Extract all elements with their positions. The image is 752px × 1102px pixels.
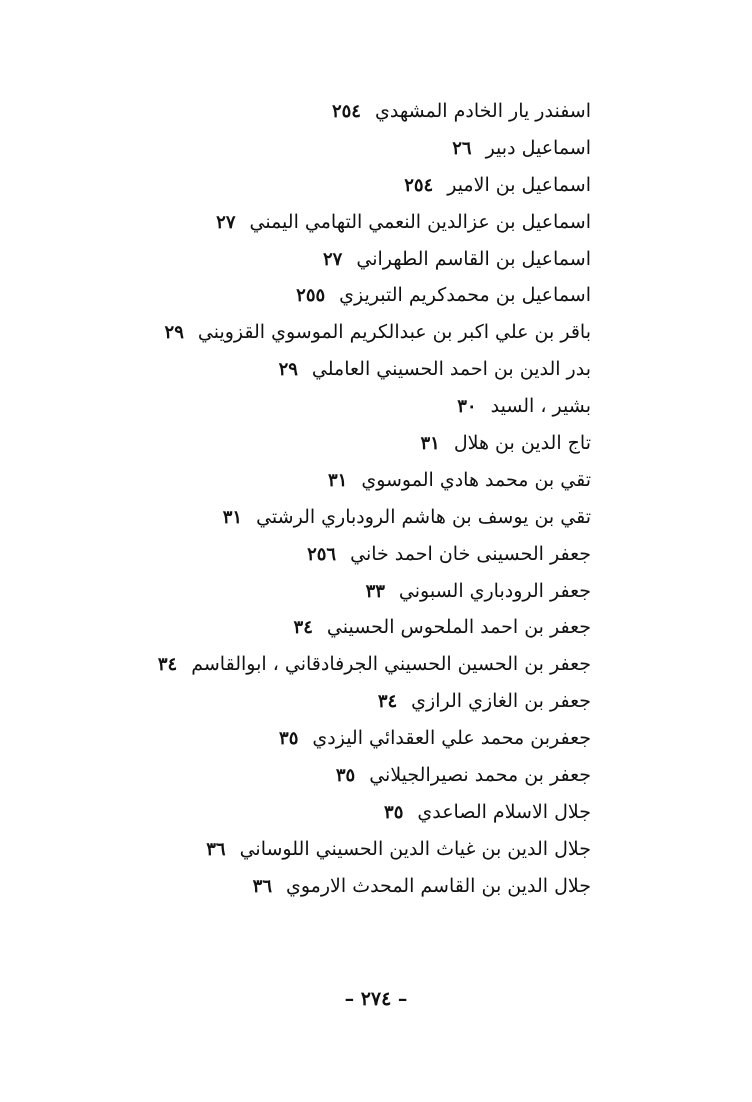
index-entry	[151, 576, 591, 613]
entry-page-number: ٢٧	[323, 248, 343, 270]
index-entry	[151, 686, 591, 723]
index-entry	[151, 612, 591, 649]
entry-name: اسماعيل بن عزالدين النعمي التهامي اليمني	[249, 210, 591, 233]
entry-name: جعفربن محمد علي العقدائي اليزدي	[312, 727, 591, 750]
entry-name: جعفر بن الغازي الرازي	[411, 690, 591, 713]
index-entry	[151, 649, 591, 686]
index-entry	[151, 465, 591, 502]
entry-page-number: ٢٩	[278, 359, 298, 381]
entry-name: بشير ، السيد	[490, 395, 591, 418]
entry-name: باقر بن علي اكبر بن عبدالكريم الموسوي القزويني	[197, 321, 591, 344]
entry-page-number: ٣٦	[206, 838, 226, 860]
entry-page-number: ٣٥	[384, 801, 404, 823]
entry-page-number: ٣١	[222, 506, 243, 528]
entry-name: اسماعيل دبير	[485, 136, 591, 159]
entry-name: جلال الدين بن القاسم المحدث الارموي	[286, 874, 591, 897]
index-entry	[151, 871, 591, 908]
entry-name: جلال الدين بن غياث الدين الحسيني اللوساني	[239, 837, 591, 860]
entry-page-number: ٢٩	[164, 322, 184, 344]
entry-page-number: ٣٠	[457, 396, 477, 418]
index-entry	[151, 280, 591, 317]
entry-page-number: ٣١	[420, 433, 440, 455]
index-entry	[151, 797, 591, 834]
entry-name: جعفر الرودباري السبوني	[398, 579, 591, 602]
entry-page-number: ٣٣	[365, 580, 385, 602]
entry-name: اسماعيل بن الامير	[447, 173, 591, 196]
entry-name: جعفر بن الحسين الحسيني الجرفادقاني ، ابوالقاسم	[191, 653, 591, 676]
entry-page-number: ٣١	[327, 469, 348, 491]
entry-name: تقي بن يوسف بن هاشم الرودباري الرشتي	[256, 505, 591, 528]
entry-name: اسفندر يار الخادم المشهدي	[374, 100, 591, 122]
entry-name: جعفر بن محمد نصيرالجيلاني	[369, 764, 591, 787]
index-entry	[151, 428, 591, 465]
index-entry	[151, 723, 591, 760]
entry-page-number: ٢٥٤	[331, 101, 361, 122]
index-entry	[151, 170, 591, 207]
entry-page-number: ٢٥٤	[404, 174, 434, 196]
entry-page-number: ٣٤	[377, 691, 398, 713]
entry-page-number: ٢٦	[452, 137, 472, 159]
entry-name: جعفر الحسينى خان احمد خاني	[350, 542, 591, 565]
index-entry	[151, 539, 591, 576]
index-entry	[151, 760, 591, 797]
entry-page-number: ٣٦	[252, 875, 272, 897]
page-number-footer: – ٢٧٤ –	[344, 988, 408, 1010]
entry-page-number: ٣٥	[279, 728, 299, 750]
entry-name: جعفر بن احمد الملحوس الحسيني	[326, 616, 591, 639]
entry-name: تاج الدين بن هلال	[453, 432, 591, 455]
entry-name: اسماعيل بن القاسم الطهراني	[356, 247, 591, 270]
entry-name: اسماعيل بن محمدكريم التبريزي	[339, 284, 591, 307]
entry-page-number: ٣٤	[293, 617, 313, 639]
index-entry	[151, 207, 591, 244]
entry-page-number: ٢٥٦	[307, 543, 337, 565]
index-entry	[151, 502, 591, 539]
index-entry	[151, 391, 591, 428]
index-entry	[151, 317, 591, 354]
index-entry	[151, 354, 591, 391]
entry-page-number: ٣٤	[157, 654, 178, 676]
index-entry	[151, 834, 591, 871]
entry-page-number: ٢٧	[216, 211, 236, 233]
index-entry	[151, 96, 591, 133]
entry-name: بدر الدين بن احمد الحسيني العاملي	[311, 358, 591, 381]
index-list	[151, 96, 591, 908]
entry-name: جلال الاسلام الصاعدي	[417, 800, 591, 823]
entry-page-number: ٢٥٥	[296, 285, 326, 307]
index-entry	[151, 133, 591, 170]
index-entry	[151, 244, 591, 281]
entry-page-number: ٣٥	[335, 765, 356, 787]
entry-name: تقي بن محمد هادي الموسوي	[361, 468, 591, 491]
